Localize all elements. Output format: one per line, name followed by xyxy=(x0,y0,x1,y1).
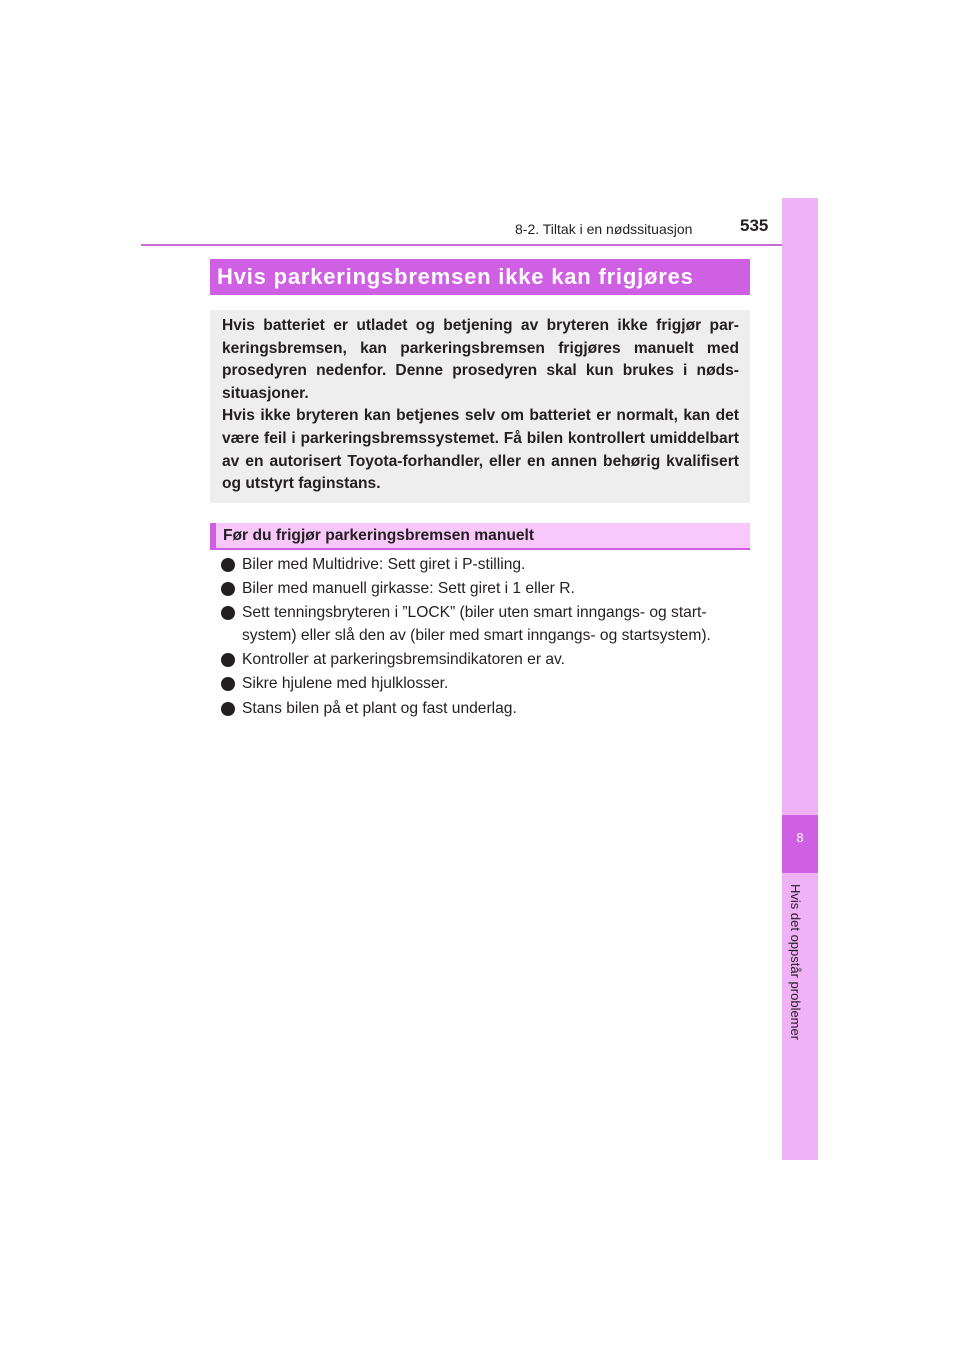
list-item-text: Stans bilen på et plant og fast underlag. xyxy=(242,699,517,717)
intro-paragraph: Hvis batteriet er utladet og betjening av bryteren ikke frigjør par-keringsbremsen, kan parkeringsbremsen frigjøres manuelt med prosedyren nedenfor. Denne prosedyren skal kun brukes i nøds-situasjoner. xyxy=(222,317,739,402)
list-item xyxy=(221,554,751,577)
list-item xyxy=(221,698,751,721)
list-item-text: Sett tenningsbryteren i ”LOCK” (biler uten smart inngangs- og start-system) eller slå den av (biler med smart inngangs- og startsystem). xyxy=(242,604,711,644)
list-item xyxy=(221,578,751,601)
list-item-text: Biler med manuell girkasse: Sett giret i 1 eller R. xyxy=(242,580,575,598)
section-reference: 8-2. Tiltak i en nødssituasjon xyxy=(515,221,693,237)
subheading: Før du frigjør parkeringsbremsen manuelt xyxy=(210,523,750,550)
bullet-icon xyxy=(221,582,235,596)
intro-paragraph: Hvis ikke bryteren kan betjenes selv om batteriet er normalt, kan det være feil i parkeringsbremssystemet. Få bilen kontrollert umiddelbart av en autorisert Toyota-forhandler, eller en annen behørig kvalifisert og utstyrt faginstans. xyxy=(222,407,739,493)
chapter-title: Hvis det oppstår problemer xyxy=(788,884,803,1041)
header-rule xyxy=(141,244,818,246)
list-item-text: Biler med Multidrive: Sett giret i P-stilling. xyxy=(242,556,526,573)
section-title: Hvis parkeringsbremsen ikke kan frigjøres xyxy=(210,259,750,295)
chapter-number: 8 xyxy=(796,830,804,845)
bullet-icon xyxy=(221,702,235,716)
list-item xyxy=(221,649,751,672)
list-item xyxy=(221,602,751,647)
list-item-text: Kontroller at parkeringsbremsindikatoren er av. xyxy=(242,651,565,669)
bullet-icon xyxy=(221,653,235,667)
list-item xyxy=(221,673,751,696)
list-item-text: Sikre hjulene med hjulklosser. xyxy=(242,675,449,693)
bullet-icon xyxy=(221,677,235,691)
bullet-list xyxy=(221,554,751,722)
bullet-icon xyxy=(221,558,235,572)
page-number: 535 xyxy=(740,216,769,235)
bullet-icon xyxy=(221,606,235,620)
intro-box xyxy=(210,310,750,503)
